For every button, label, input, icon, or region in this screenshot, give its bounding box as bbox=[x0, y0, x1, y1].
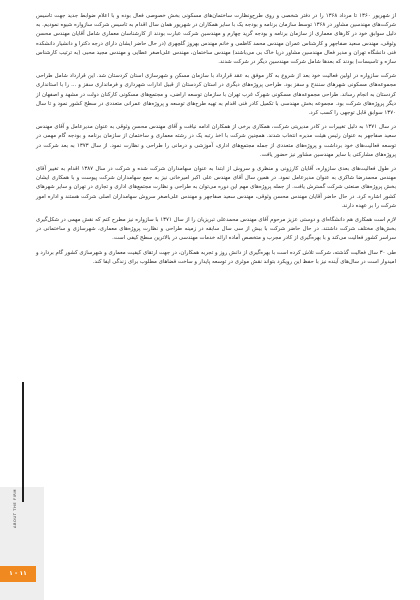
vertical-rule bbox=[22, 382, 24, 502]
sidebar-band bbox=[0, 487, 44, 600]
paragraph: در طول فعالیت‌های بعدی سازواره، آقایان کارزونی و منظری و سروش از ابتدا به عنوان سهامداران شرکت شده و شرکت در سال ۱۳۸۷ اقدام به تغییر آقای مهندس محمدرضا شاکری به عنوان مدیرعامل نمود. در همین سال آقای مهندس علی اکبر امیرخانی نیز به جمع سهامداران شرکت پیوست و با همکاری ایشان بخش پروژه‌های صنعتی شرکت گسترش یافت. از جمله پروژه‌های مهم این دوره می‌توان به طراحی و نظارت مجتمع‌های اداری و تجاری در تهران و سایر شهرهای کشور اشاره کرد. در حال حاضر آقایان مهندس محسن وثوقی، مهندس سعید صفاجهر و مهندس علی‌اصغر سروش سهامداران اصلی شرکت هستند و اداره امور شرکت را بر عهده دارند. bbox=[36, 166, 397, 209]
paragraph: شرکت سازواره در اولین فعالیت خود بعد از شروع به کار موفق به عقد قرارداد با سازمان مسکن و شهرسازی استان کردستان شد. این قرارداد شامل طراحی مجموعه‌های مسکونی شهرهای سنندج و سقز بود. طراحی پروژه‌های دیگری در استان کردستان از قبیل ادارات شهرداری و فرمانداری سقز و ... را با استانداری کردستان به انجام رساند. طراحی مجموعه‌های مسکونی شهرک غرب تهران با سازمان توسعه اراضی، و مجتمع‌های مسکونی کارکنان دولت در مشهد و اصفهان از دیگر پروژه‌های شرکت بود. مجموعه بخش مهندسی با تکمیل کادر فنی اقدام به تهیه طرح‌های توسعه و پروژه‌های عمرانی متعددی در سطح کشور نمود و تا سال ۱۳۷۰ سوابق قابل توجهی را کسب کرد. bbox=[36, 73, 396, 117]
paragraph: طی ۳۰ سال فعالیت گذشته، شرکت تلاش کرده است با بهره‌گیری از دانش روز و تجربه همکاران، در جهت ارتقای کیفیت معماری و شهرسازی کشور گام بردارد و امیدوار است در سال‌های آینده نیز با حفظ این رویکرد بتواند نقش موثری در توسعه پایدار و ساخت فضاهای مطلوب برای زندگی ایفا کند. bbox=[36, 249, 396, 265]
paragraph: لازم است همکاری هم دانشگاه‌ای و دوستی عزیز مرحوم آقای مهندس محمدعلی تبریزیان را از سال ۱۳۷۱ با سازواره نیز مطرح کنم که نقش مهمی در شکل‌گیری بخش‌های مختلف شرکت داشتند. در حال حاضر شرکت با بیش از سی سال سابقه در زمینه طراحی و نظارت پروژه‌های معماری، شهرسازی و ساختمانی در سراسر کشور فعالیت می‌کند و با بهره‌گیری از کادر مجرب و متخصص آماده ارائه خدمات مهندسی در بالاترین سطح کیفی است. bbox=[36, 217, 396, 242]
page-number-badge: ۱ - ۱۱ bbox=[0, 566, 36, 582]
paragraph: از شهریور ۱۳۶۰ تا مرداد ۱۳۶۸ را در دفتر شخصی و روی طرح‌ونظارت ساختمان‌های مسکونی بخش خصوصی فعال بوده و با اعلام ضوابط جدید جهت تاسیس شرکت‌های مهندسین مشاور در ۱۳۶۸ توسط سازمان برنامه و بودجه یک با سایر همکاران در شهریور همان سال اقدام به تاسیس شرکت سازواره شیوه نمودیم. به دلیل سوابق خود در کارهای معماری از سازمان برنامه و بودجه گرید چهارم و مهندسین شرکت عبارت بودند از کارشناسان معماری شامل آقایان مهندس محسن وثوقی، مهندس سعید صفاجهر و کارشناس عمران مهندس محمد کاظمی و خانم مهندس بهروز گلچهری (در حال حاضر ایشان دارای درجه دکترا و دانشیار دانشکده فنی دانشگاه تهران و مدیر فعال مهندسین مشاور دریا خاک بی می‌باشند) مهندس ساختمان، مهندس علی‌اصغر عطایی و مهندس مجید محبی (به ترتیب کارشناس سازه و تاسیسات) بودند که بعدها شامل شرکت مهندسین دیگر در شرکت شدند. bbox=[36, 13, 396, 66]
article-body bbox=[36, 12, 396, 272]
paragraph: در سال ۱۳۷۱ به دلیل تغییرات در کادر مدیریتی شرکت، همکاری برخی از همکاران ادامه نیافت و آقای مهندس محسن وثوقی به عنوان مدیرعامل و آقای مهندس سعید صفاجهر به عنوان رئیس هیئت مدیره انتخاب شدند. همچنین شرکت با اخذ رتبه یک در رشته معماری و ساختمان از سازمان برنامه و بودجه گام مهمی در توسعه فعالیت‌های خود برداشت و پروژه‌های متعددی از جمله مجتمع‌های اداری، آموزشی و درمانی را طراحی و نظارت نمود. از سال ۱۳۷۳ به بعد شرکت در پروژه‌های مشارکتی با سایر مهندسین مشاور نیز حضور یافت. bbox=[36, 124, 396, 158]
section-label: ABOUT THE FIRM bbox=[13, 488, 17, 528]
